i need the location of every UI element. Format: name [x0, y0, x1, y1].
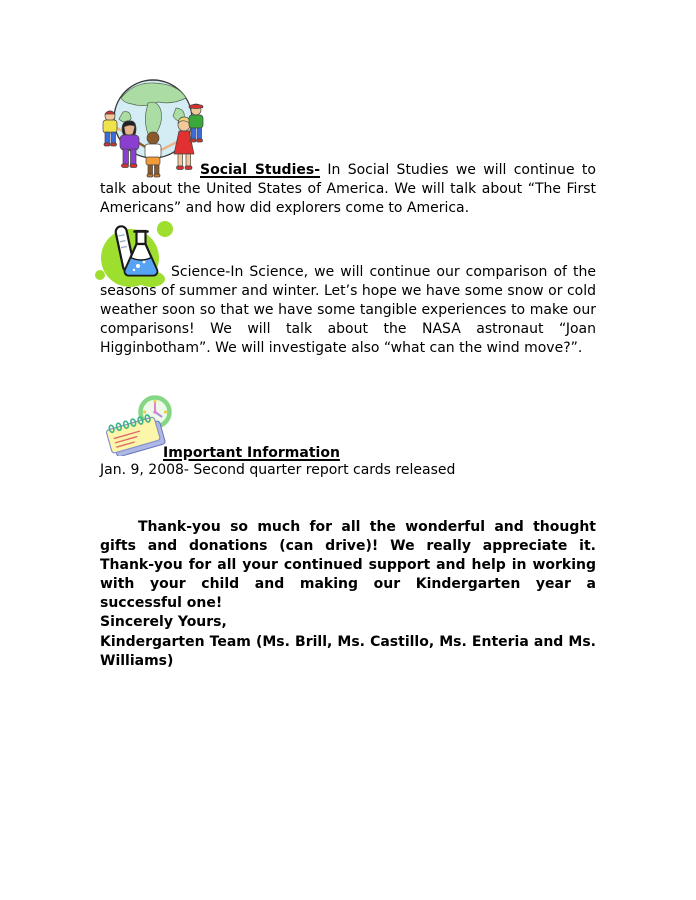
- important-information-heading: Important Information: [163, 445, 340, 461]
- closing-salutation: Sincerely Yours,: [100, 614, 227, 630]
- important-information-item: Jan. 9, 2008- Second quarter report cards released: [100, 462, 456, 478]
- thank-you-paragraph: Thank-you so much for all the wonderful and thought gifts and donations (can drive)! We really appreciate it. Thank-you for all your continued support and help in working with your child and making our Kindergarten year a successful one!: [100, 519, 596, 611]
- science-paragraph: Science-In Science, we will continue our comparison of the seasons of summer and winter. Let’s hope we have some snow or cold weather soon so that we have some tangible experiences to make our comparisons! We will talk about the NASA astronaut “Joan Higginbotham”. We will investigate also “what can the wind move?”.: [100, 264, 596, 356]
- social-studies-heading: Social Studies-: [200, 162, 321, 178]
- social-studies-body-text: In Social Studies we will continue to talk about the United States of America. We will talk about “The First Americans” and how did explorers come to America.: [100, 162, 596, 216]
- closing-signature: Kindergarten Team (Ms. Brill, Ms. Castillo, Ms. Enteria and Ms. Williams): [100, 634, 596, 669]
- social-studies-paragraph: [100, 161, 596, 218]
